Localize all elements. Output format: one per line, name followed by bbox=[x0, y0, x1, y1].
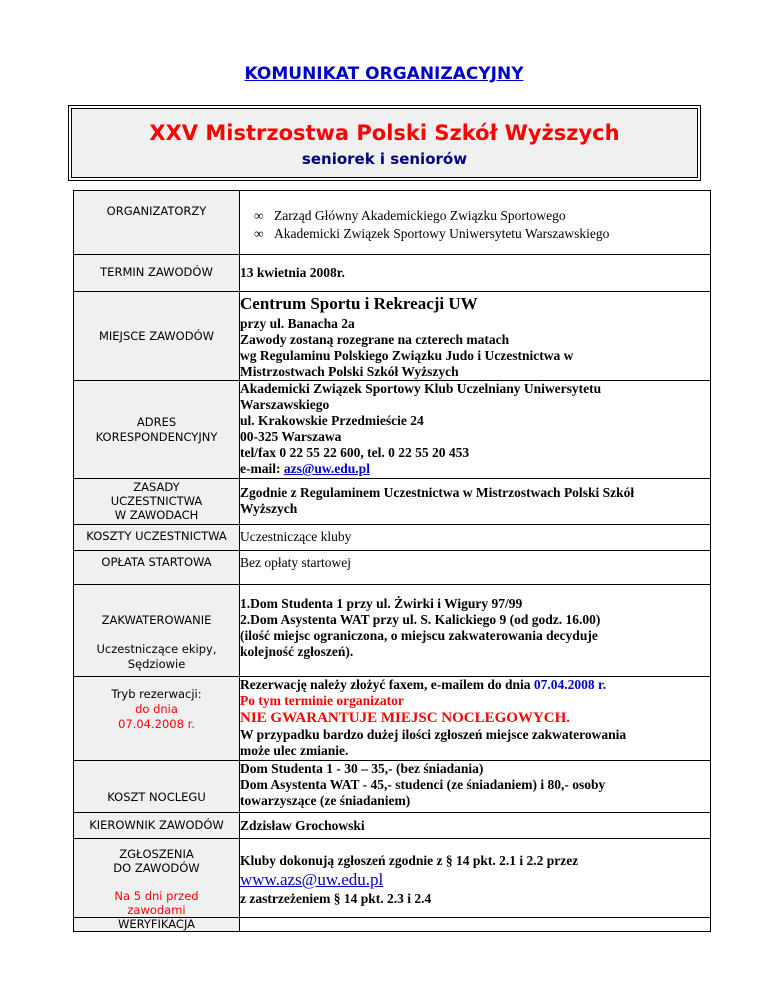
infinity-bullet-icon: ∞ bbox=[254, 226, 264, 241]
accommodation-line: 1.Dom Studenta 1 przy ul. Żwirki i Wigury 97/99 bbox=[240, 596, 523, 611]
address-line: ul. Krakowskie Przedmieście 24 bbox=[240, 413, 424, 428]
label-ekipy: Uczestniczące ekipy, bbox=[96, 642, 217, 656]
row-termin bbox=[74, 255, 711, 292]
fee-value: Bez opłaty startowej bbox=[240, 551, 711, 585]
label-termin-zgloszen: Na 5 dni przed bbox=[114, 889, 199, 903]
address-line: tel/fax 0 22 55 22 600, tel. 0 22 55 20 453 bbox=[240, 445, 470, 460]
address-line: Warszawskiego bbox=[240, 397, 330, 412]
venue-line: wg Regulaminu Polskiego Związku Judo i Uczestnictwa w bbox=[240, 348, 574, 363]
label-zakwaterowanie: ZAKWATEROWANIE bbox=[101, 613, 212, 627]
reservation-line: może ulec zmianie. bbox=[240, 743, 349, 758]
lodging-cost-line: Dom Studenta 1 - 30 – 35,- (bez śniadania) bbox=[240, 761, 484, 776]
label-kierownik: KIEROWNIK ZAWODÓW bbox=[74, 813, 240, 839]
reservation-deadline: 07.04.2008 r. bbox=[533, 677, 607, 692]
label-koszt-noclegu: KOSZT NOCLEGU bbox=[74, 761, 240, 813]
label-organizatorzy: ORGANIZATORZY bbox=[74, 191, 240, 255]
label-termin-zgloszen: zawodami bbox=[127, 903, 186, 917]
label-oplata: OPŁATA STARTOWA bbox=[74, 551, 240, 585]
label-termin: TERMIN ZAWODÓW bbox=[74, 255, 240, 292]
event-date: 13 kwietnia 2008r. bbox=[240, 255, 711, 292]
label-adres: ADRES bbox=[136, 414, 177, 429]
row-rezerwacja bbox=[74, 677, 711, 761]
label-zgloszenia: DO ZAWODÓW bbox=[113, 861, 200, 875]
rules-line: Wyższych bbox=[240, 501, 298, 516]
label-zgloszenia: ZGŁOSZENIA bbox=[119, 847, 194, 861]
registration-line: z zastrzeżeniem § 14 pkt. 2.3 i 2.4 bbox=[240, 891, 432, 906]
label-deadline: 07.04.2008 r. bbox=[118, 717, 195, 731]
label-miejsce: MIEJSCE ZAWODÓW bbox=[74, 292, 240, 381]
row-kierownik bbox=[74, 813, 711, 839]
label-zasady: ZASADY bbox=[133, 480, 180, 494]
row-koszty bbox=[74, 525, 711, 551]
label-sedziowie: Sędziowie bbox=[127, 657, 186, 671]
address-line: Akademicki Związek Sportowy Klub Uczelniany Uniwersytetu bbox=[240, 381, 602, 396]
venue-name: Centrum Sportu i Rekreacji UW bbox=[240, 294, 478, 313]
row-weryfikacja bbox=[74, 918, 711, 932]
manager-name: Zdzisław Grochowski bbox=[240, 813, 711, 839]
label-tryb-rezerwacji: Tryb rezerwacji: bbox=[111, 687, 202, 701]
row-zgloszenia bbox=[74, 839, 711, 918]
reservation-line: W przypadku bardzo dużej ilości zgłoszeń miejsce zakwaterowania bbox=[240, 727, 627, 742]
address-line: 00-325 Warszawa bbox=[240, 429, 342, 444]
label-do-dnia: do dnia bbox=[135, 702, 178, 716]
email-label: e-mail: bbox=[240, 461, 284, 476]
organizers-list bbox=[254, 207, 710, 243]
label-zasady: W ZAWODACH bbox=[114, 508, 199, 522]
infinity-bullet-icon: ∞ bbox=[254, 208, 264, 223]
registration-link[interactable]: www.azs@uw.edu.pl bbox=[240, 870, 384, 889]
document-heading: KOMUNIKAT ORGANIZACYJNY bbox=[244, 64, 524, 84]
label-adres: KORESPONDENCYJNY bbox=[95, 429, 218, 444]
row-miejsce bbox=[74, 292, 711, 381]
row-oplata bbox=[74, 551, 711, 585]
label-weryfikacja: WERYFIKACJA bbox=[74, 918, 240, 932]
email-link[interactable]: azs@uw.edu.pl bbox=[283, 461, 370, 476]
lodging-cost-line: Dom Asystenta WAT - 45,- studenci (ze śniadaniem) i 80,- osoby bbox=[240, 777, 606, 792]
info-table bbox=[73, 190, 711, 932]
row-zasady bbox=[74, 479, 711, 525]
costs-value: Uczestniczące kluby bbox=[240, 525, 711, 551]
registration-line: Kluby dokonują zgłoszeń zgodnie z § 14 pkt. 2.1 i 2.2 przez bbox=[240, 853, 579, 868]
reservation-line: Po tym terminie organizator bbox=[240, 693, 404, 708]
reservation-warning: NIE GWARANTUJE MIEJSC NOCLEGOWYCH. bbox=[240, 710, 571, 726]
reservation-line: Rezerwację należy złożyć faxem, e-mailem do dnia bbox=[240, 677, 534, 692]
accommodation-line: 2.Dom Asystenta WAT przy ul. S. Kalickiego 9 (od godz. 16.00) bbox=[240, 612, 601, 627]
lodging-cost-line: towarzyszące (ze śniadaniem) bbox=[240, 793, 411, 808]
row-koszt-noclegu bbox=[74, 761, 711, 813]
event-title: XXV Mistrzostwa Polski Szkół Wyższych bbox=[149, 121, 620, 145]
event-subtitle: seniorek i seniorów bbox=[301, 150, 468, 168]
list-item: ∞ Zarząd Główny Akademickiego Związku Sportowego bbox=[254, 208, 566, 223]
row-zakwaterowanie bbox=[74, 585, 711, 677]
venue-line: Mistrzostwach Polski Szkół Wyższych bbox=[240, 364, 459, 379]
row-adres bbox=[74, 381, 711, 479]
venue-line: Zawody zostaną rozegrane na czterech matach bbox=[240, 332, 510, 347]
verification-value bbox=[240, 918, 711, 932]
accommodation-line: kolejność zgłoszeń). bbox=[240, 644, 354, 659]
label-zasady: UCZESTNICTWA bbox=[110, 494, 203, 508]
label-koszty: KOSZTY UCZESTNICTWA bbox=[74, 525, 240, 551]
rules-line: Zgodnie z Regulaminem Uczestnictwa w Mistrzostwach Polski Szkół bbox=[240, 485, 635, 500]
list-item: ∞ Akademicki Związek Sportowy Uniwersytetu Warszawskiego bbox=[254, 226, 610, 241]
row-organizatorzy bbox=[74, 191, 711, 255]
title-box bbox=[71, 108, 698, 178]
venue-line: przy ul. Banacha 2a bbox=[240, 316, 355, 331]
accommodation-line: (ilość miejsc ograniczona, o miejscu zakwaterowania decyduje bbox=[240, 628, 598, 643]
